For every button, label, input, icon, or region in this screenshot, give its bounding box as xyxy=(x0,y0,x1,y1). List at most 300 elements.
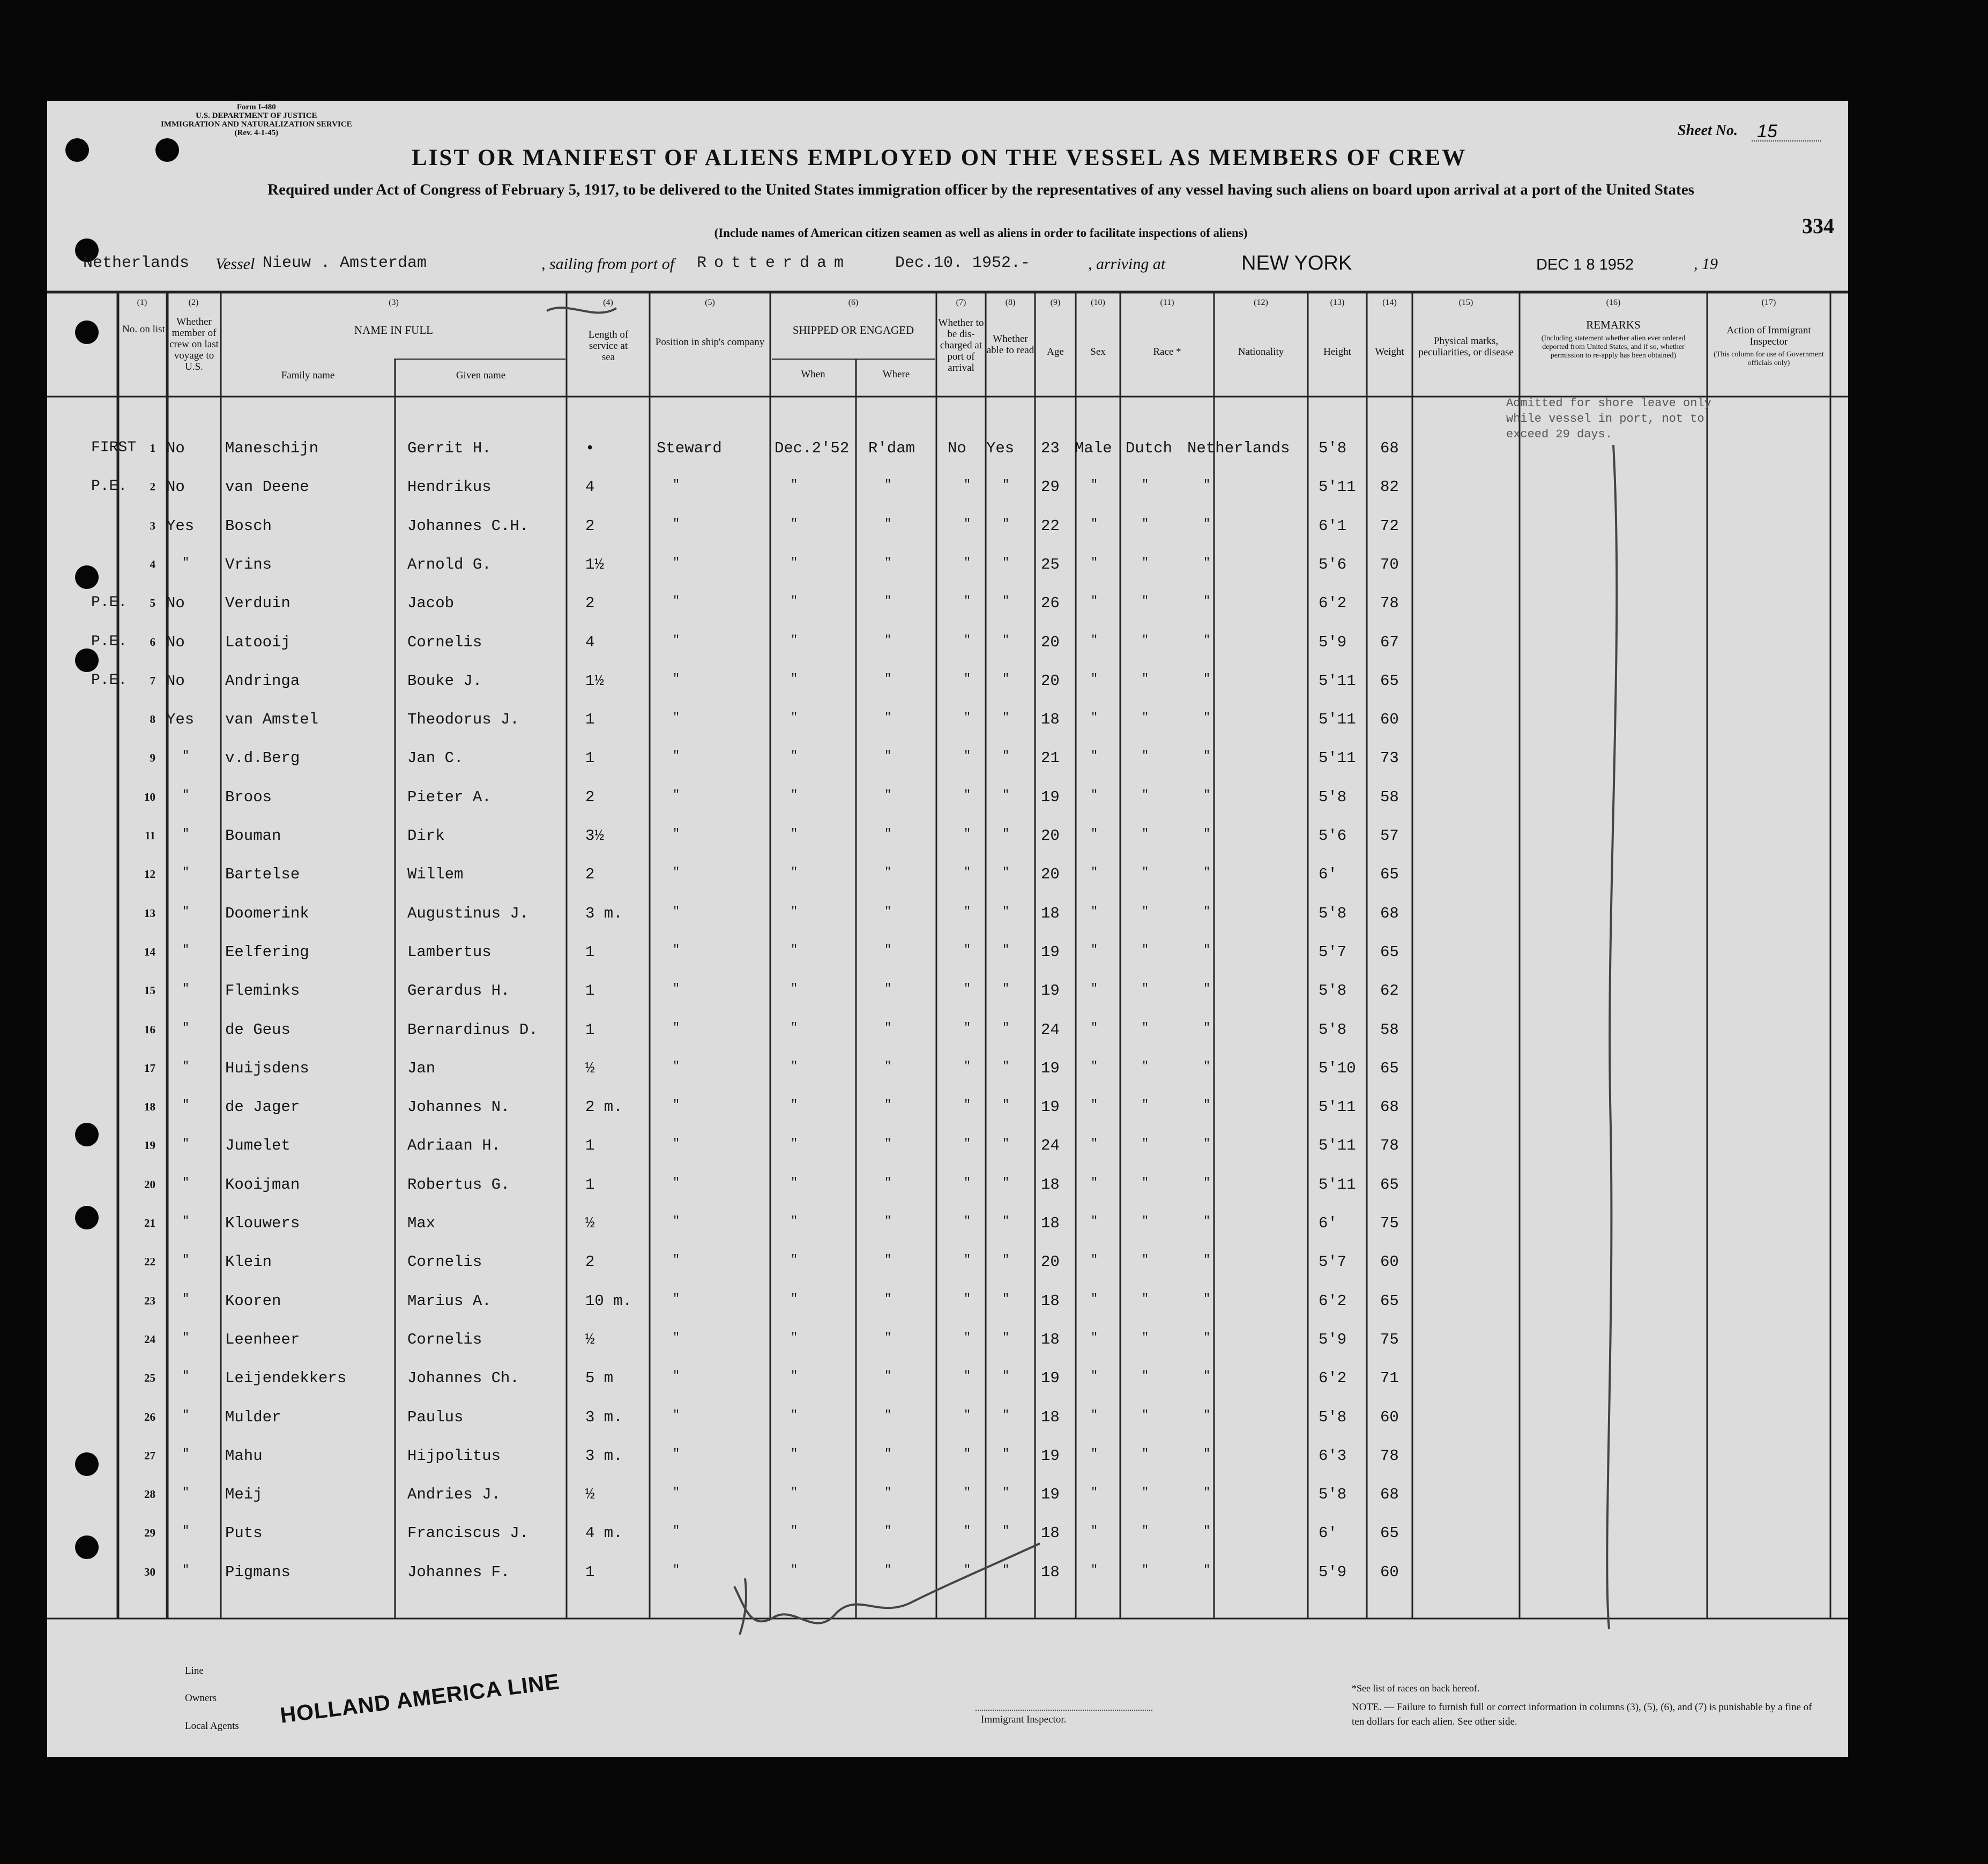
cell-height: 5'8 xyxy=(1319,1408,1347,1426)
cell-shipped-where: " xyxy=(884,1447,892,1460)
cell-row-number: 6 xyxy=(150,636,155,648)
cell-nationality: " xyxy=(1203,517,1211,531)
cell-position: " xyxy=(673,1486,680,1499)
cell-sex: " xyxy=(1091,478,1098,491)
cell-given-name: Franciscus J. xyxy=(407,1524,529,1542)
cell-service-length: 1 xyxy=(585,1021,595,1039)
cell-age: 19 xyxy=(1041,1098,1060,1116)
cell-able-to-read: " xyxy=(1002,1098,1010,1112)
cell-age: 22 xyxy=(1041,517,1060,535)
cell-service-length: ½ xyxy=(585,1486,595,1503)
cell-family-name: Pigmans xyxy=(225,1563,291,1581)
cell-family-name: Bouman xyxy=(225,827,281,845)
cell-service-length: 2 m. xyxy=(585,1098,623,1116)
cell-weight: 65 xyxy=(1380,1524,1399,1542)
cell-position: " xyxy=(673,1176,680,1189)
col-1-header: No. on list xyxy=(122,324,165,335)
cell-age: 18 xyxy=(1041,1524,1060,1542)
cell-discharged: " xyxy=(964,1214,971,1228)
holland-america-line-stamp: HOLLAND AMERICA LINE xyxy=(279,1669,561,1728)
cell-shipped-when: " xyxy=(791,711,798,724)
cell-race: " xyxy=(1142,788,1149,802)
cell-weight: 70 xyxy=(1380,556,1399,573)
cell-shipped-where: " xyxy=(884,556,892,569)
cell-able-to-read: " xyxy=(1002,1447,1010,1460)
cell-able-to-read: " xyxy=(1002,1408,1010,1422)
cell-discharged: " xyxy=(964,1369,971,1383)
cell-position: " xyxy=(673,1060,680,1073)
sheet-number: 15 xyxy=(1757,121,1777,141)
cell-position: Steward xyxy=(657,439,722,457)
cell-age: 21 xyxy=(1041,749,1060,767)
cell-discharged: No xyxy=(948,439,966,457)
col-11-number: (11) xyxy=(1160,298,1174,307)
cell-row-number: 29 xyxy=(144,1526,155,1539)
cell-sex: " xyxy=(1091,1524,1098,1538)
cell-age: 18 xyxy=(1041,711,1060,728)
cell-able-to-read: " xyxy=(1002,1369,1010,1383)
cell-family-name: Leenheer xyxy=(225,1331,300,1348)
cell-age: 24 xyxy=(1041,1021,1060,1039)
cell-shipped-when: " xyxy=(791,943,798,957)
cell-able-to-read: Yes xyxy=(986,439,1015,457)
cell-crew-last-voyage: " xyxy=(182,1060,190,1073)
cell-sex: " xyxy=(1091,1369,1098,1383)
cell-race: " xyxy=(1142,1331,1149,1344)
cell-nationality: " xyxy=(1203,1176,1211,1189)
cell-given-name: Bernardinus D. xyxy=(407,1021,538,1039)
cell-given-name: Cornelis xyxy=(407,1253,482,1271)
cell-row-number: 11 xyxy=(145,829,155,842)
cell-height: 5'8 xyxy=(1319,1021,1347,1039)
cell-age: 19 xyxy=(1041,1060,1060,1077)
cell-discharged: " xyxy=(964,1060,971,1073)
local-agents-label: Local Agents xyxy=(185,1720,239,1732)
cell-position: " xyxy=(673,633,680,647)
cell-nationality: " xyxy=(1203,1447,1211,1460)
immigrant-inspector-label: Immigrant Inspector. xyxy=(981,1714,1067,1725)
cell-able-to-read: " xyxy=(1002,827,1010,840)
cell-weight: 65 xyxy=(1380,866,1399,883)
cell-crew-last-voyage: " xyxy=(182,1176,190,1189)
cell-service-length: 1 xyxy=(585,982,595,1000)
cell-row-number: 13 xyxy=(144,907,155,920)
col-4-header: Length of service at sea xyxy=(588,329,629,363)
cell-crew-last-voyage: " xyxy=(182,1292,190,1306)
cell-height: 5'8 xyxy=(1319,982,1347,1000)
cell-shipped-where: " xyxy=(884,1214,892,1228)
cell-row-prefix: FIRST xyxy=(91,439,137,456)
cell-family-name: Mulder xyxy=(225,1408,281,1426)
cell-weight: 67 xyxy=(1380,633,1399,651)
cell-family-name: Bosch xyxy=(225,517,272,535)
cell-crew-last-voyage: " xyxy=(182,1137,190,1150)
cell-shipped-where: " xyxy=(884,633,892,647)
page-number: 334 xyxy=(1802,214,1834,238)
cell-age: 23 xyxy=(1041,439,1060,457)
cell-shipped-when: " xyxy=(791,1447,798,1460)
cell-crew-last-voyage: " xyxy=(182,788,190,802)
col-12-number: (12) xyxy=(1254,298,1268,307)
cell-shipped-when: " xyxy=(791,478,798,491)
cell-shipped-when: " xyxy=(791,633,798,647)
cell-given-name: Bouke J. xyxy=(407,672,482,690)
cell-weight: 60 xyxy=(1380,1253,1399,1271)
cell-shipped-where: " xyxy=(884,866,892,879)
cell-race: " xyxy=(1142,478,1149,491)
cell-sex: " xyxy=(1091,982,1098,995)
cell-weight: 73 xyxy=(1380,749,1399,767)
cell-family-name: Verduin xyxy=(225,594,291,612)
cell-race: " xyxy=(1142,1176,1149,1189)
cell-sex: " xyxy=(1091,1060,1098,1073)
col-16-number: (16) xyxy=(1606,298,1621,307)
cell-position: " xyxy=(673,982,680,995)
cell-shipped-where: " xyxy=(884,1176,892,1189)
given-name-header: Given name xyxy=(456,370,506,381)
col-9-header: Age xyxy=(1047,346,1064,357)
cell-height: 5'8 xyxy=(1319,439,1347,457)
cell-row-number: 5 xyxy=(150,597,155,609)
cell-service-length: 1 xyxy=(585,1563,595,1581)
cell-discharged: " xyxy=(964,943,971,957)
cell-row-number: 2 xyxy=(150,480,155,493)
cell-family-name: Klein xyxy=(225,1253,272,1271)
cell-given-name: Adriaan H. xyxy=(407,1137,501,1154)
cell-age: 24 xyxy=(1041,1137,1060,1154)
cell-sex: " xyxy=(1091,1137,1098,1150)
cell-family-name: Huijsdens xyxy=(225,1060,309,1077)
cell-shipped-where: R'dam xyxy=(868,439,915,457)
col-10-header: Sex xyxy=(1090,346,1106,357)
cell-height: 5'11 xyxy=(1319,1137,1356,1154)
cell-age: 18 xyxy=(1041,1292,1060,1310)
cell-service-length: 1 xyxy=(585,749,595,767)
sailing-port: Rotterdam xyxy=(697,254,852,272)
col-3-number: (3) xyxy=(389,298,399,307)
cell-nationality: " xyxy=(1203,556,1211,569)
cell-discharged: " xyxy=(964,672,971,685)
col-14-header: Weight xyxy=(1375,346,1404,357)
cell-row-number: 3 xyxy=(150,519,155,532)
cell-shipped-where: " xyxy=(884,711,892,724)
cell-crew-last-voyage: No xyxy=(166,672,185,690)
cell-height: 5'9 xyxy=(1319,633,1347,651)
cell-age: 19 xyxy=(1041,1369,1060,1387)
cell-discharged: " xyxy=(964,1524,971,1538)
cell-service-length: • xyxy=(585,439,595,457)
vessel-label: Vessel xyxy=(215,255,255,273)
col-12-header: Nationality xyxy=(1238,346,1284,357)
cell-height: 5'8 xyxy=(1319,1486,1347,1503)
race-footnote: *See list of races on back hereof. xyxy=(1352,1683,1480,1694)
cell-weight: 71 xyxy=(1380,1369,1399,1387)
inspector-signature-line xyxy=(976,1710,1152,1711)
cell-height: 5'10 xyxy=(1319,1060,1356,1077)
cell-shipped-where: " xyxy=(884,1292,892,1306)
cell-race: " xyxy=(1142,982,1149,995)
cell-race: " xyxy=(1142,827,1149,840)
cell-service-length: ½ xyxy=(585,1214,595,1232)
cell-age: 19 xyxy=(1041,943,1060,961)
cell-sex: " xyxy=(1091,594,1098,608)
cell-able-to-read: " xyxy=(1002,982,1010,995)
cell-discharged: " xyxy=(964,1137,971,1150)
cell-height: 6'2 xyxy=(1319,1292,1347,1310)
cell-shipped-when: " xyxy=(791,1214,798,1228)
cell-discharged: " xyxy=(964,1486,971,1499)
cell-height: 5'11 xyxy=(1319,1176,1356,1194)
cell-service-length: 1 xyxy=(585,1176,595,1194)
cell-service-length: 1½ xyxy=(585,556,604,573)
cell-age: 25 xyxy=(1041,556,1060,573)
cell-service-length: 2 xyxy=(585,866,595,883)
cell-race: " xyxy=(1142,1524,1149,1538)
cell-able-to-read: " xyxy=(1002,1292,1010,1306)
cell-nationality: " xyxy=(1203,905,1211,918)
cell-discharged: " xyxy=(964,1563,971,1577)
cell-weight: 68 xyxy=(1380,1486,1399,1503)
col-11-header: Race * xyxy=(1153,346,1181,357)
cell-nationality: " xyxy=(1203,749,1211,763)
cell-shipped-when: " xyxy=(791,1292,798,1306)
cell-discharged: " xyxy=(964,1098,971,1112)
cell-shipped-where: " xyxy=(884,982,892,995)
cell-nationality: " xyxy=(1203,1524,1211,1538)
cell-race: " xyxy=(1142,905,1149,918)
cell-shipped-when: " xyxy=(791,982,798,995)
cell-sex: " xyxy=(1091,788,1098,802)
cell-sex: " xyxy=(1091,1176,1098,1189)
cell-crew-last-voyage: " xyxy=(182,943,190,957)
cell-discharged: " xyxy=(964,827,971,840)
cell-position: " xyxy=(673,1098,680,1112)
cell-sex: " xyxy=(1091,556,1098,569)
cell-row-number: 19 xyxy=(144,1139,155,1152)
cell-given-name: Cornelis xyxy=(407,1331,482,1348)
cell-height: 5'7 xyxy=(1319,943,1347,961)
cell-nationality: " xyxy=(1203,633,1211,647)
cell-nationality: " xyxy=(1203,866,1211,879)
cell-nationality: " xyxy=(1203,594,1211,608)
cell-race: " xyxy=(1142,866,1149,879)
cell-family-name: Broos xyxy=(225,788,272,806)
cell-weight: 57 xyxy=(1380,827,1399,845)
cell-weight: 68 xyxy=(1380,905,1399,922)
cell-row-number: 4 xyxy=(150,558,155,571)
cell-weight: 68 xyxy=(1380,439,1399,457)
cell-shipped-when: " xyxy=(791,749,798,763)
col-17-number: (17) xyxy=(1761,298,1776,307)
owners-label: Owners xyxy=(185,1692,217,1704)
cell-service-length: 4 xyxy=(585,478,595,496)
family-name-header: Family name xyxy=(281,370,335,381)
cell-crew-last-voyage: " xyxy=(182,1253,190,1266)
cell-able-to-read: " xyxy=(1002,749,1010,763)
cell-family-name: Latooij xyxy=(225,633,291,651)
cell-family-name: Eelfering xyxy=(225,943,309,961)
cell-shipped-where: " xyxy=(884,1369,892,1383)
cell-age: 18 xyxy=(1041,1408,1060,1426)
cell-crew-last-voyage: Yes xyxy=(166,517,195,535)
cell-sex: " xyxy=(1091,1253,1098,1266)
cell-service-length: 1 xyxy=(585,711,595,728)
cell-crew-last-voyage: " xyxy=(182,1563,190,1577)
col-2-number: (2) xyxy=(188,298,199,307)
cell-height: 5'9 xyxy=(1319,1563,1347,1581)
cell-weight: 75 xyxy=(1380,1214,1399,1232)
cell-height: 5'6 xyxy=(1319,827,1347,845)
cell-discharged: " xyxy=(964,633,971,647)
cell-service-length: 2 xyxy=(585,594,595,612)
cell-able-to-read: " xyxy=(1002,594,1010,608)
cell-row-number: 12 xyxy=(144,868,155,881)
cell-height: 5'8 xyxy=(1319,788,1347,806)
cell-able-to-read: " xyxy=(1002,1137,1010,1150)
cell-position: " xyxy=(673,788,680,802)
cell-given-name: Paulus xyxy=(407,1408,464,1426)
col-17-subheader: (This column for use of Government officials only) xyxy=(1714,351,1824,367)
cell-weight: 65 xyxy=(1380,1176,1399,1194)
cell-family-name: Andringa xyxy=(225,672,300,690)
cell-sex: " xyxy=(1091,1214,1098,1228)
cell-service-length: 3 m. xyxy=(585,1447,623,1465)
cell-given-name: Marius A. xyxy=(407,1292,492,1310)
col-7-header: Whether to be dis-charged at port of arrival xyxy=(938,317,984,374)
cell-able-to-read: " xyxy=(1002,1486,1010,1499)
cell-position: " xyxy=(673,711,680,724)
cell-shipped-where: " xyxy=(884,827,892,840)
arrival-port: NEW YORK xyxy=(1241,252,1352,274)
cell-service-length: 3 m. xyxy=(585,1408,623,1426)
cell-sex: Male xyxy=(1075,439,1112,457)
cell-given-name: Johannes C.H. xyxy=(407,517,529,535)
cell-shipped-where: " xyxy=(884,1524,892,1538)
cell-row-number: 20 xyxy=(144,1178,155,1191)
remarks-entry: Admitted for shore leave only while vessel in port, not to exceed 29 days. xyxy=(1506,397,1711,441)
cell-discharged: " xyxy=(964,1292,971,1306)
cell-able-to-read: " xyxy=(1002,633,1010,647)
cell-race: " xyxy=(1142,556,1149,569)
cell-position: " xyxy=(673,1369,680,1383)
cell-row-number: 23 xyxy=(144,1294,155,1307)
cell-sex: " xyxy=(1091,1292,1098,1306)
cell-crew-last-voyage: No xyxy=(166,633,185,651)
cell-discharged: " xyxy=(964,1176,971,1189)
cell-shipped-where: " xyxy=(884,905,892,918)
cell-able-to-read: " xyxy=(1002,1563,1010,1577)
cell-nationality: " xyxy=(1203,827,1211,840)
cell-service-length: 4 m. xyxy=(585,1524,623,1542)
cell-service-length: 10 m. xyxy=(585,1292,632,1310)
cell-able-to-read: " xyxy=(1002,1524,1010,1538)
cell-discharged: " xyxy=(964,594,971,608)
col-17-header: Action of Immigrant Inspector xyxy=(1726,325,1811,347)
cell-weight: 60 xyxy=(1380,1563,1399,1581)
cell-race: " xyxy=(1142,672,1149,685)
cell-row-number: 15 xyxy=(144,984,155,997)
cell-able-to-read: " xyxy=(1002,478,1010,491)
cell-row-number: 25 xyxy=(144,1371,155,1384)
cell-family-name: van Amstel xyxy=(225,711,319,728)
cell-given-name: Max xyxy=(407,1214,436,1232)
cell-given-name: Arnold G. xyxy=(407,556,492,573)
cell-position: " xyxy=(673,1331,680,1344)
cell-shipped-when: " xyxy=(791,1369,798,1383)
cell-given-name: Jan xyxy=(407,1060,436,1077)
cell-shipped-when: " xyxy=(791,1021,798,1034)
cell-sex: " xyxy=(1091,943,1098,957)
cell-weight: 58 xyxy=(1380,788,1399,806)
cell-able-to-read: " xyxy=(1002,1021,1010,1034)
cell-shipped-when: " xyxy=(791,1176,798,1189)
line-label: Line xyxy=(185,1665,204,1676)
cell-crew-last-voyage: " xyxy=(182,1098,190,1112)
cell-shipped-where: " xyxy=(884,594,892,608)
cell-crew-last-voyage: " xyxy=(182,1486,190,1499)
remarks-subheader: (Including statement whether alien ever ordered deported from United States, and if so, whether permission to re-apply has been obtained) xyxy=(1541,334,1686,360)
cell-discharged: " xyxy=(964,788,971,802)
cell-row-number: 10 xyxy=(144,791,155,803)
cell-race: " xyxy=(1142,1253,1149,1266)
cell-shipped-when: " xyxy=(791,827,798,840)
cell-position: " xyxy=(673,1137,680,1150)
cell-crew-last-voyage: " xyxy=(182,827,190,840)
form-revision: (Rev. 4-1-45) xyxy=(234,129,279,137)
document-title: LIST OR MANIFEST OF ALIENS EMPLOYED ON THE VESSEL AS MEMBERS OF CREW xyxy=(412,145,1467,170)
cell-discharged: " xyxy=(964,1447,971,1460)
cell-discharged: " xyxy=(964,1408,971,1422)
cell-height: 6'1 xyxy=(1319,517,1347,535)
cell-crew-last-voyage: No xyxy=(166,439,185,457)
cell-family-name: Bartelse xyxy=(225,866,300,883)
cell-given-name: Augustinus J. xyxy=(407,905,529,922)
cell-row-number: 21 xyxy=(144,1217,155,1229)
cell-age: 18 xyxy=(1041,1331,1060,1348)
cell-race: " xyxy=(1142,1292,1149,1306)
cell-given-name: Johannes F. xyxy=(407,1563,510,1581)
cell-service-length: 3½ xyxy=(585,827,604,845)
cell-row-number: 24 xyxy=(144,1333,155,1346)
cell-race: " xyxy=(1142,594,1149,608)
sailing-label: , sailing from port of xyxy=(541,255,675,273)
cell-position: " xyxy=(673,517,680,531)
cell-nationality: " xyxy=(1203,1253,1211,1266)
cell-age: 20 xyxy=(1041,1253,1060,1271)
cell-shipped-when: " xyxy=(791,1331,798,1344)
cell-height: 5'11 xyxy=(1319,672,1356,690)
cell-able-to-read: " xyxy=(1002,1253,1010,1266)
cell-crew-last-voyage: Yes xyxy=(166,711,195,728)
cell-service-length: 1½ xyxy=(585,672,604,690)
col-8-number: (8) xyxy=(1005,298,1016,307)
cell-sex: " xyxy=(1091,1098,1098,1112)
cell-family-name: Maneschijn xyxy=(225,439,319,457)
cell-sex: " xyxy=(1091,1331,1098,1344)
cell-able-to-read: " xyxy=(1002,866,1010,879)
cell-race: " xyxy=(1142,943,1149,957)
cell-age: 20 xyxy=(1041,672,1060,690)
cell-weight: 78 xyxy=(1380,1137,1399,1154)
cell-sex: " xyxy=(1091,633,1098,647)
cell-sex: " xyxy=(1091,827,1098,840)
cell-service-length: 2 xyxy=(585,788,595,806)
cell-service-length: 2 xyxy=(585,1253,595,1271)
cell-height: 6'2 xyxy=(1319,594,1347,612)
cell-discharged: " xyxy=(964,1021,971,1034)
cell-nationality: " xyxy=(1203,1098,1211,1112)
cell-age: 18 xyxy=(1041,905,1060,922)
